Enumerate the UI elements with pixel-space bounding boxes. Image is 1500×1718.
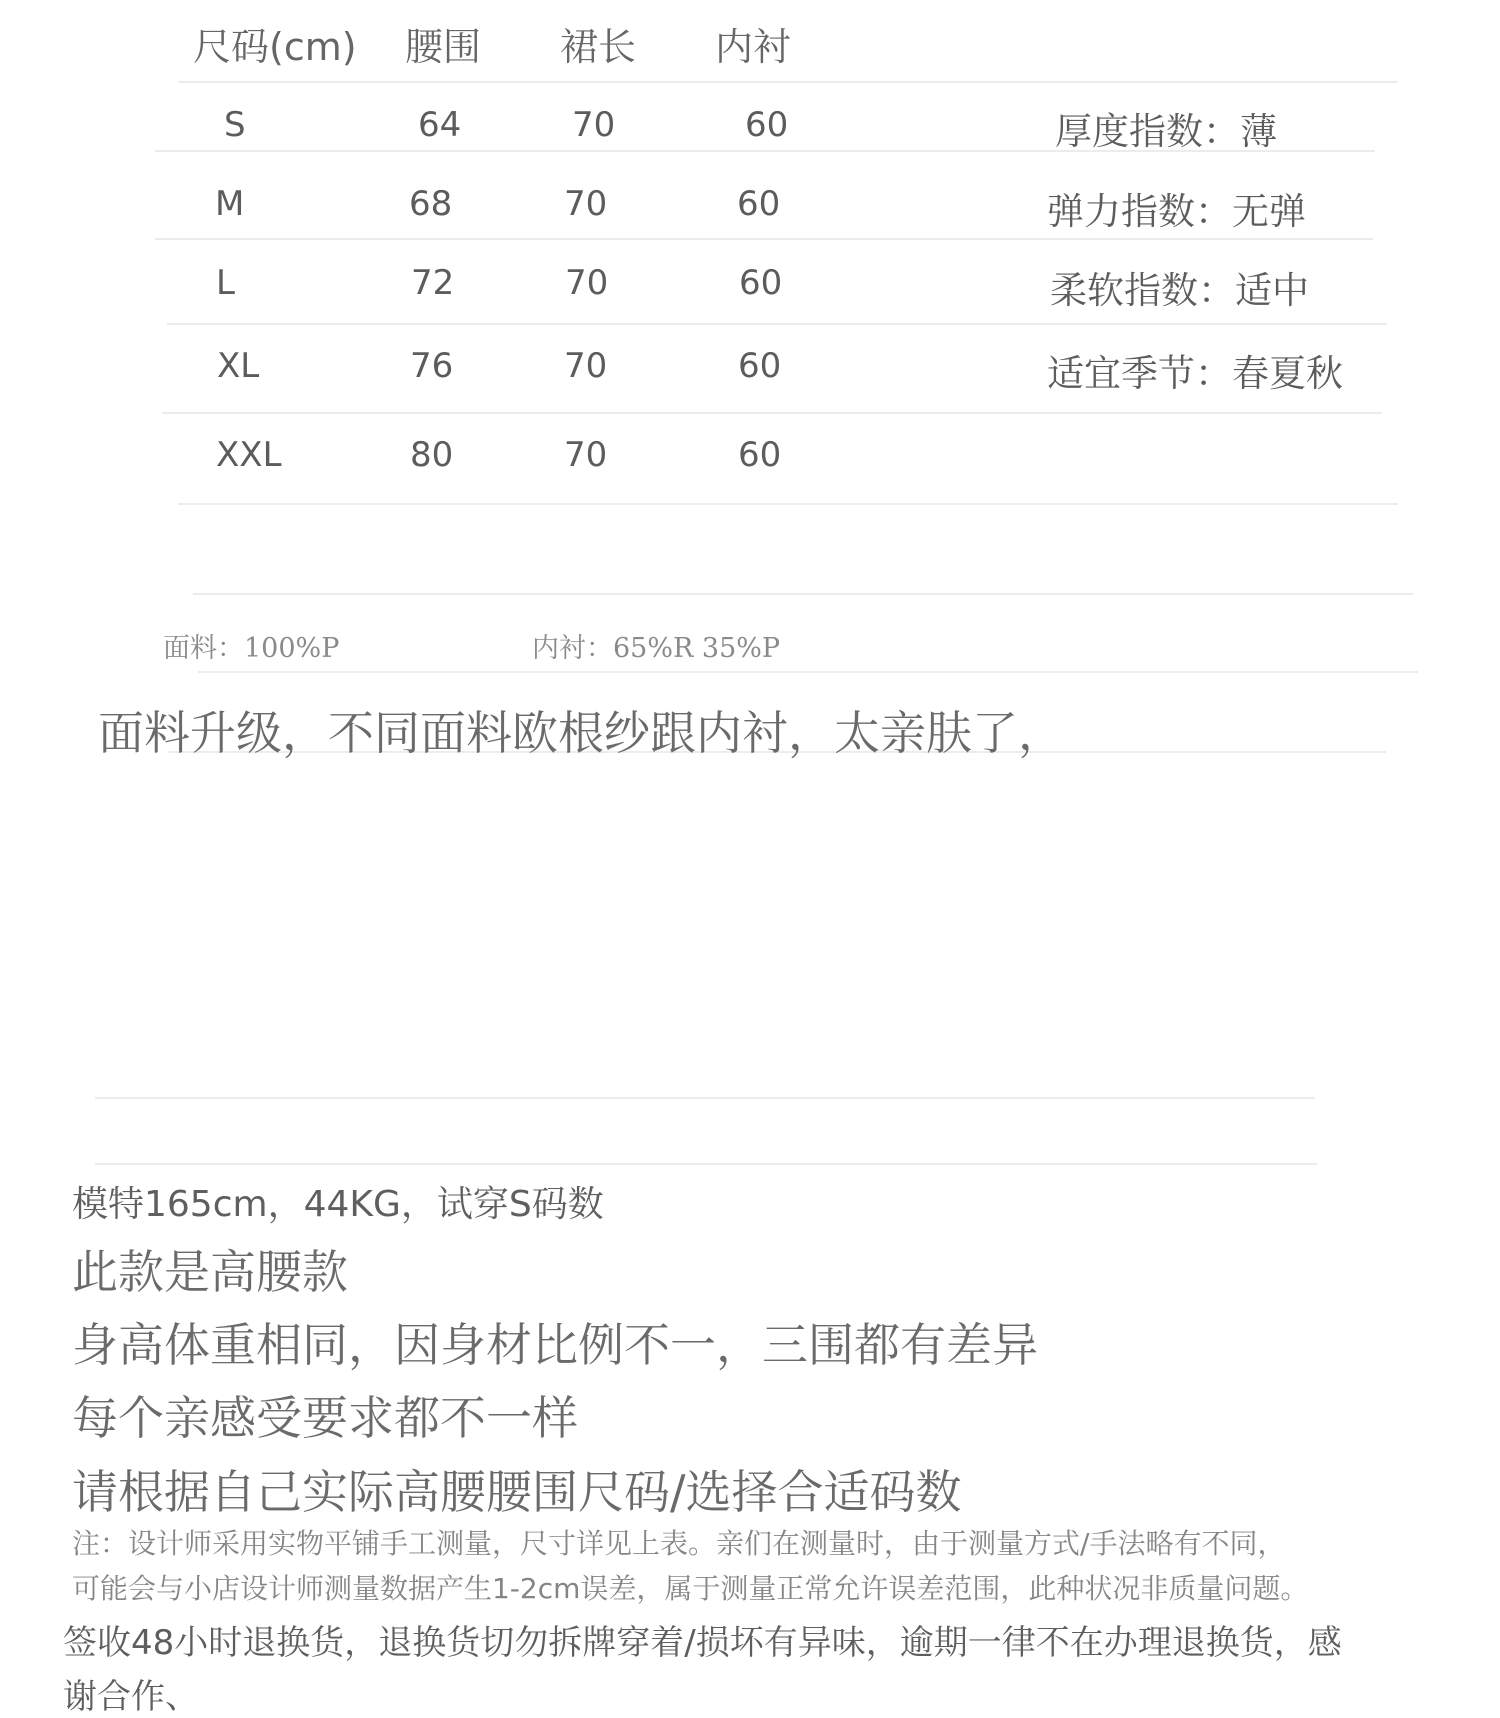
divider	[178, 81, 1398, 83]
header-skirt-length: 裙长	[560, 25, 637, 69]
disclaimer-line: 可能会与小店设计师测量数据产生1-2cm误差，属于测量正常允许误差范围，此种状况非质量问题。	[72, 1572, 1309, 1605]
return-policy-line: 签收48小时退换货，退换货切勿拆牌穿着/损坏有异味，逾期一律不在办理退换货，感	[63, 1623, 1342, 1663]
fabric-upgrade-note: 面料升级，不同面料欧根纱跟内衬，太亲肤了，	[98, 706, 1064, 760]
cell-size: L	[216, 263, 235, 303]
cell-waist: 64	[418, 105, 462, 145]
cell-skirt-length: 70	[565, 263, 609, 303]
cell-waist: 72	[411, 263, 455, 303]
note-high-waist: 此款是高腰款	[72, 1245, 348, 1299]
note-feeling-differs: 每个亲感受要求都不一样	[72, 1391, 578, 1445]
cell-skirt-length: 70	[564, 435, 608, 475]
divider	[198, 671, 1418, 673]
note-choose-size: 请根据自己实际高腰腰围尺码/选择合适码数	[72, 1465, 962, 1519]
cell-waist: 76	[410, 346, 454, 386]
thickness-index: 厚度指数：薄	[1055, 110, 1277, 153]
cell-skirt-length: 70	[564, 184, 608, 224]
divider	[167, 323, 1387, 325]
cell-skirt-length: 70	[564, 346, 608, 386]
fabric-shell: 面料：100%P	[163, 633, 340, 664]
fabric-lining: 内衬：65%R 35%P	[532, 633, 781, 664]
season-index: 适宜季节：春夏秋	[1047, 352, 1343, 395]
cell-skirt-length: 70	[572, 105, 616, 145]
header-lining: 内衬	[715, 25, 792, 69]
cell-lining: 60	[738, 435, 782, 475]
cell-waist: 80	[410, 435, 454, 475]
elasticity-index: 弹力指数：无弹	[1047, 190, 1306, 233]
cell-lining: 60	[738, 346, 782, 386]
cell-waist: 68	[409, 184, 453, 224]
cell-lining: 60	[737, 184, 781, 224]
divider	[95, 1097, 1315, 1099]
divider	[178, 503, 1398, 505]
disclaimer-line: 注：设计师采用实物平铺手工测量，尺寸详见上表。亲们在测量时，由于测量方式/手法略有不同，	[72, 1527, 1286, 1560]
softness-index: 柔软指数：适中	[1050, 269, 1309, 312]
header-size: 尺码(cm)	[193, 25, 357, 69]
return-policy-line: 谢合作、	[63, 1677, 199, 1717]
cell-lining: 60	[745, 105, 789, 145]
cell-size: M	[215, 184, 245, 224]
divider	[193, 593, 1413, 595]
divider	[155, 238, 1373, 240]
cell-size: S	[224, 105, 246, 145]
note-body-difference: 身高体重相同，因身材比例不一，三围都有差异	[72, 1318, 1038, 1372]
model-info: 模特165cm，44KG，试穿S码数	[72, 1184, 604, 1225]
cell-size: XXL	[216, 435, 282, 475]
cell-lining: 60	[739, 263, 783, 303]
header-waist: 腰围	[405, 25, 482, 69]
cell-size: XL	[217, 346, 260, 386]
divider	[95, 1163, 1317, 1165]
divider	[162, 412, 1382, 414]
